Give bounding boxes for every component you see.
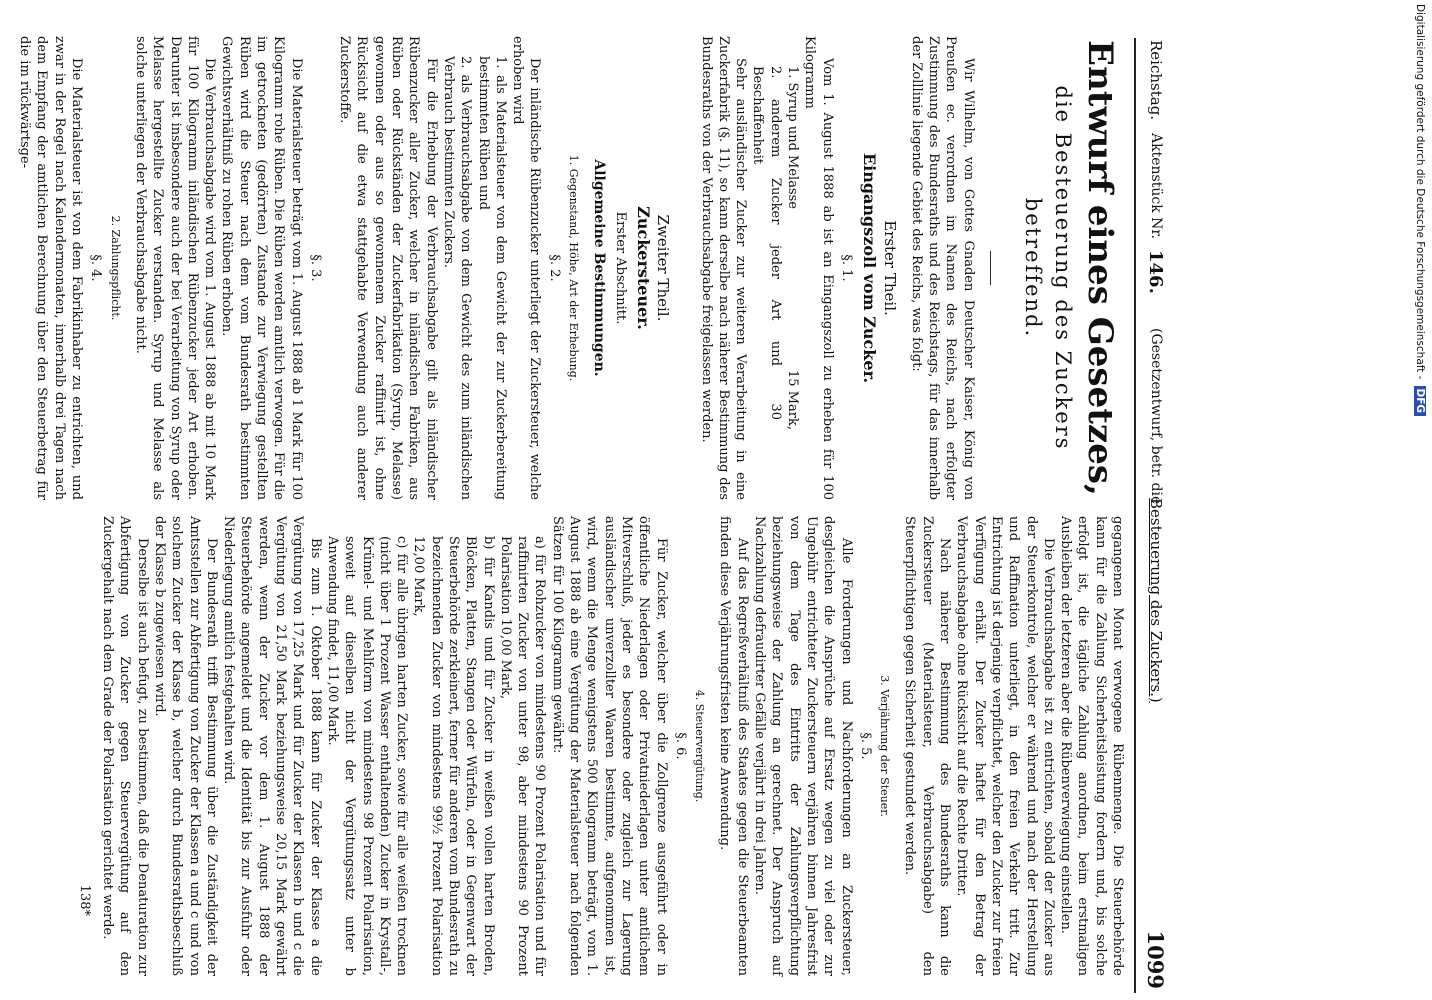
section-1: §. 1.: [838, 254, 854, 282]
section-1-text-2: Sehr ausländischer Zucker zur weiteren Verarbeitung in eine Zuckerfabrik (§. 11), so kann derselbe nach näherer Bestimmung des Bundesraths von der Verbrauchsabgabe freigelassen werden.: [698, 36, 749, 500]
section-5-text: Alle Forderungen und Nachforderungen an Zuckersteuer, desgleichen die Ansprüche auf Ersatz wegen zu viel oder zur Ungebühr entrichteter Zuckersteuern verjähren binnen Jahresfrist von dem Tage des Eintritts der Zahlungsverpflichtung beziehungsweise der Zahlung an gerechnet. Der Anspruch auf Nachzahlung defraudirter Gefälle verjährt in drei Jahren.: [752, 516, 854, 976]
subheading-4: 4. Steuervergütung.: [693, 689, 707, 803]
header-running-title: Besteuerung des Zuckers.): [1147, 498, 1165, 703]
part1-heading: Erster Theil.: [880, 220, 899, 316]
section-6-item-b: b) für Kandis und für Zucker in weißen vollen harten Broden, Blöcken, Platten, Stangen oder Würfeln, oder in Gegenwart der Steuerbehörde zerkleinert, ferner für anderen vom Bundesrath zu bezeichnenden Zucker von mindestens 99½ Prozent Polarisation 12,00 Mark,: [411, 536, 496, 976]
abschnitt-heading: Erster Abschnitt.: [612, 211, 628, 325]
section-2: §. 2.: [546, 254, 562, 282]
section-3-text: Die Materialsteuer beträgt vom 1. August 1888 ab 1 Mark für 100 Kilogramm rohe Rüben. Die Rüben werden amtlich verwogen. Für die im getrockneten (gedörrten) Zustande zur Verwiegung gestellten Rüben wird die Steuer nach dem vom Bundesrath bestimmten Gewichtsverhältniß zu rohen Rüben erhoben.: [219, 36, 304, 500]
section-5-text-2: Auf das Regreßverhältniß des Staates gegen die Steuerbeamten finden diese Verjährungsfristen keine Anwendung.: [717, 516, 750, 976]
stamp-text: Digitalisierung gefördert durch die Deutsche Forschungsgemeinschaft -: [1414, 4, 1426, 380]
header-akten-number: 146.: [1145, 250, 1166, 294]
section-6-text: Für Zucker, welcher über die Zollgrenze ausgeführt oder in öffentliche Niederlagen oder Privatniederlagen unter amtlichem Mitverschluß, jeder es besondere oder zugleich zur Lagerung ausländischer unverzollter Waaren bestimmte, aufgenommen ist, wird, wenn die Menge wenigstens 500 Kilogramm beträgt, vom 1. August 1888 ab eine Vergütung der Materialsteuer nach folgenden Sätzen für 100 Kilogramm gewährt:: [549, 516, 669, 976]
digitization-stamp: [1404, 0, 1430, 1000]
section-6-item-a: a) für Rohzucker von mindestens 90 Prozent Polarisation und für raffinirten Zucker von unter 98, aber mindestens 90 Prozent Polarisation 10,00 Mark,: [497, 536, 548, 976]
section-5: §. 5.: [857, 732, 873, 760]
section-4: §. 4.: [88, 254, 104, 282]
part2-heading: Zweiter Theil.: [654, 214, 673, 322]
section-2-item-2: 2. als Verbrauchsabgabe von dem Gewicht des zum inländischen Verbrauch bestimmten Zuckers.: [440, 56, 474, 500]
tariff-item-1: 1. Syrup und Melasse: [785, 66, 801, 209]
section-6-item-c: c) für alle übrigen harten Zucker, sowie für alle weißen trocknen (nicht über 1 Prozent Wasser enthaltenden) Zucker in Krystall-, Krümel- und Mehlform von mindestens 98 Prozent Polarisation, soweit auf dieselben nicht der Vergütungssatz unter b Anwendung findet, 11,00 Mark.: [324, 536, 410, 976]
section-4-text: Die Materialsteuer ist von dem Fabrikinhaber zu entrichten, und zwar in der Regel nach Kalendermonaten, innerhalb drei Tagen nach dem Empfang der amtlichen Berechnung über den Steuerbetrag für die im rückwärtsge-: [17, 36, 85, 500]
section-2-item-1: 1. als Materialsteuer von dem Gewicht der zur Zuckerbereitung bestimmten Rüben und: [475, 56, 508, 500]
running-header: [1134, 38, 1168, 993]
right-column: [75, 516, 1126, 976]
document-subtitle: die Besteuerung des Zuckers betreffend.: [1021, 85, 1075, 451]
section-1-text: Vom 1. August 1888 ab ist an Eingangszoll zu erheben für 100 Kilogramm: [802, 36, 835, 500]
section-6-text-4: Derselbe ist auch befugt, zu bestimmen, daß die Denaturation zur Abfertigung von Zucker gegen Steuervergütung auf den Zuckergehalt nach dem Grade der Polarisation gerichtet werde.: [100, 516, 150, 976]
section-6-text-3: Der Bundesrath trifft Bestimmung über die Zuständigkeit der Amtsstellen zur Abfertigung von Zucker der Klassen a und c und von solchem Zucker der Klasse b, welcher durch Bundesrathsbeschluß der Klasse b zugewiesen wird.: [151, 516, 219, 976]
tariff-value-2: 30: [767, 403, 783, 420]
tariff-row-2: [749, 36, 784, 500]
title-divider: [985, 36, 1002, 500]
tariff-item-2: 2. anderem Zucker jeder Art und Beschaffenheit: [750, 66, 783, 366]
section-3-text-2: Die Verbrauchsabgabe wird vom 1. August 1888 ab mit 10 Mark für 100 Kilogramm inländischen Rübenzucker jeder Art erhoben. Darunter ist insbesondere auch der bei Verarbeitung von Syrup oder Melasse hergestellte Zucker verstanden. Syrup und Melasse als solche unterliegen der Verbrauchsabgabe nicht.: [132, 36, 218, 500]
section-2-text-2: Für die Erhebung der Verbrauchsabgabe gilt als inländischer Rübenzucker aller Zucker, welcher in inländischen Fabriken, aus Rüben oder Rückständen der Zuckerfabrikation (Syrup, Melasse) gewonnen oder aus so gewonnenem Zucker raffinirt ist, ohne Rücksicht auf die etwa stattgehabte Verwendung auch anderer Zuckerstoffe.: [337, 36, 439, 500]
paragraph-continued: gegangenen Monat verwogene Rübenmenge. Die Steuerbehörde kann für die Zahlung Sicherheitsleistung fordern und, bis solche erfolgt ist, die tägliche Zahlung anordnen, beim erstmaligen Ausbleiben der letzteren aber die Rübenverwiegung einstellen.: [1058, 516, 1125, 976]
part1-title: Eingangszoll vom Zucker.: [860, 152, 880, 384]
part2-title: Zuckersteuer.: [633, 206, 653, 330]
tariff-row-1: [784, 36, 801, 500]
header-akten-label: Aktenstück Nr.: [1148, 133, 1164, 239]
preamble: Wir Wilhelm, von Gottes Gnaden Deutscher Kaiser, König von Preußen ec. verordnen im Namen des Reichs, nach erfolgter Zustimmung des Bundesraths und des Reichstags, für das innerhalb der Zolllinie liegende Gebiet des Reichs, was folgt:: [908, 36, 976, 500]
subheading-2: 2. Zahlungspflicht.: [108, 215, 122, 321]
dfg-logo: DFG: [1414, 386, 1426, 417]
header-parenthetical: (Gesetzentwurf, betr. die: [1148, 328, 1164, 505]
tariff-value-1: 15 Mark,: [785, 370, 801, 430]
subheading-3: 3. Verjährung der Steuer.: [878, 675, 892, 817]
document-title: Entwurf eines Gesetzes,: [1080, 40, 1120, 496]
paragraph-3: Nach näherer Bestimmung des Bundesraths kann die Zuckersteuer (Materialsteuer, Verbrauchsabgabe) den Steuerpflichtigen gegen Sicherheit gestundet werden.: [902, 516, 953, 976]
section-3: §. 3.: [307, 254, 323, 282]
subheading-1: 1. Gegenstand, Höhe, Art der Erhebung.: [567, 154, 581, 382]
paragraph-2: Die Verbrauchsabgabe ist zu entrichten, sobald der Zucker aus der Steuerkontrole, welcher er während und nach der Herstellung und Raffination unterliegt, in den freien Verkehr tritt. Zur Entrichtung ist derjenige verpflichtet, welcher den Zucker zur freien Verfügung erhält. Der Zucker haftet für den Betrag der Verbrauchsabgabe ohne Rücksicht auf die Rechte Dritter.: [954, 516, 1056, 976]
header-reichstag: Reichstag.: [1147, 40, 1165, 121]
page-number: 1099: [1143, 930, 1168, 989]
abschnitt-title: Allgemeine Bestimmungen.: [591, 159, 608, 377]
section-6-text-2: Bis zum 1. Oktober 1888 kann für Zucker der Klasse a die Vergütung von 17,25 Mark und für Zucker der Klassen b und c die Vergütung von 21,50 Mark beziehungsweise 20,15 Mark gewährt werden, wenn der Zucker vor dem 1. August 1888 der Steuerbehörde angemeldet und die Identität bis zur Ausfuhr oder Niederlegung amtlich festgehalten wird.: [221, 516, 323, 976]
section-6: §. 6.: [672, 732, 688, 760]
section-2-text: Der inländische Rübenzucker unterliegt der Zuckersteuer, welche erhoben wird: [510, 36, 543, 500]
digitization-stamp-text: [1414, 4, 1426, 994]
signature-mark: 138*: [76, 884, 92, 916]
left-column: [16, 36, 1126, 500]
